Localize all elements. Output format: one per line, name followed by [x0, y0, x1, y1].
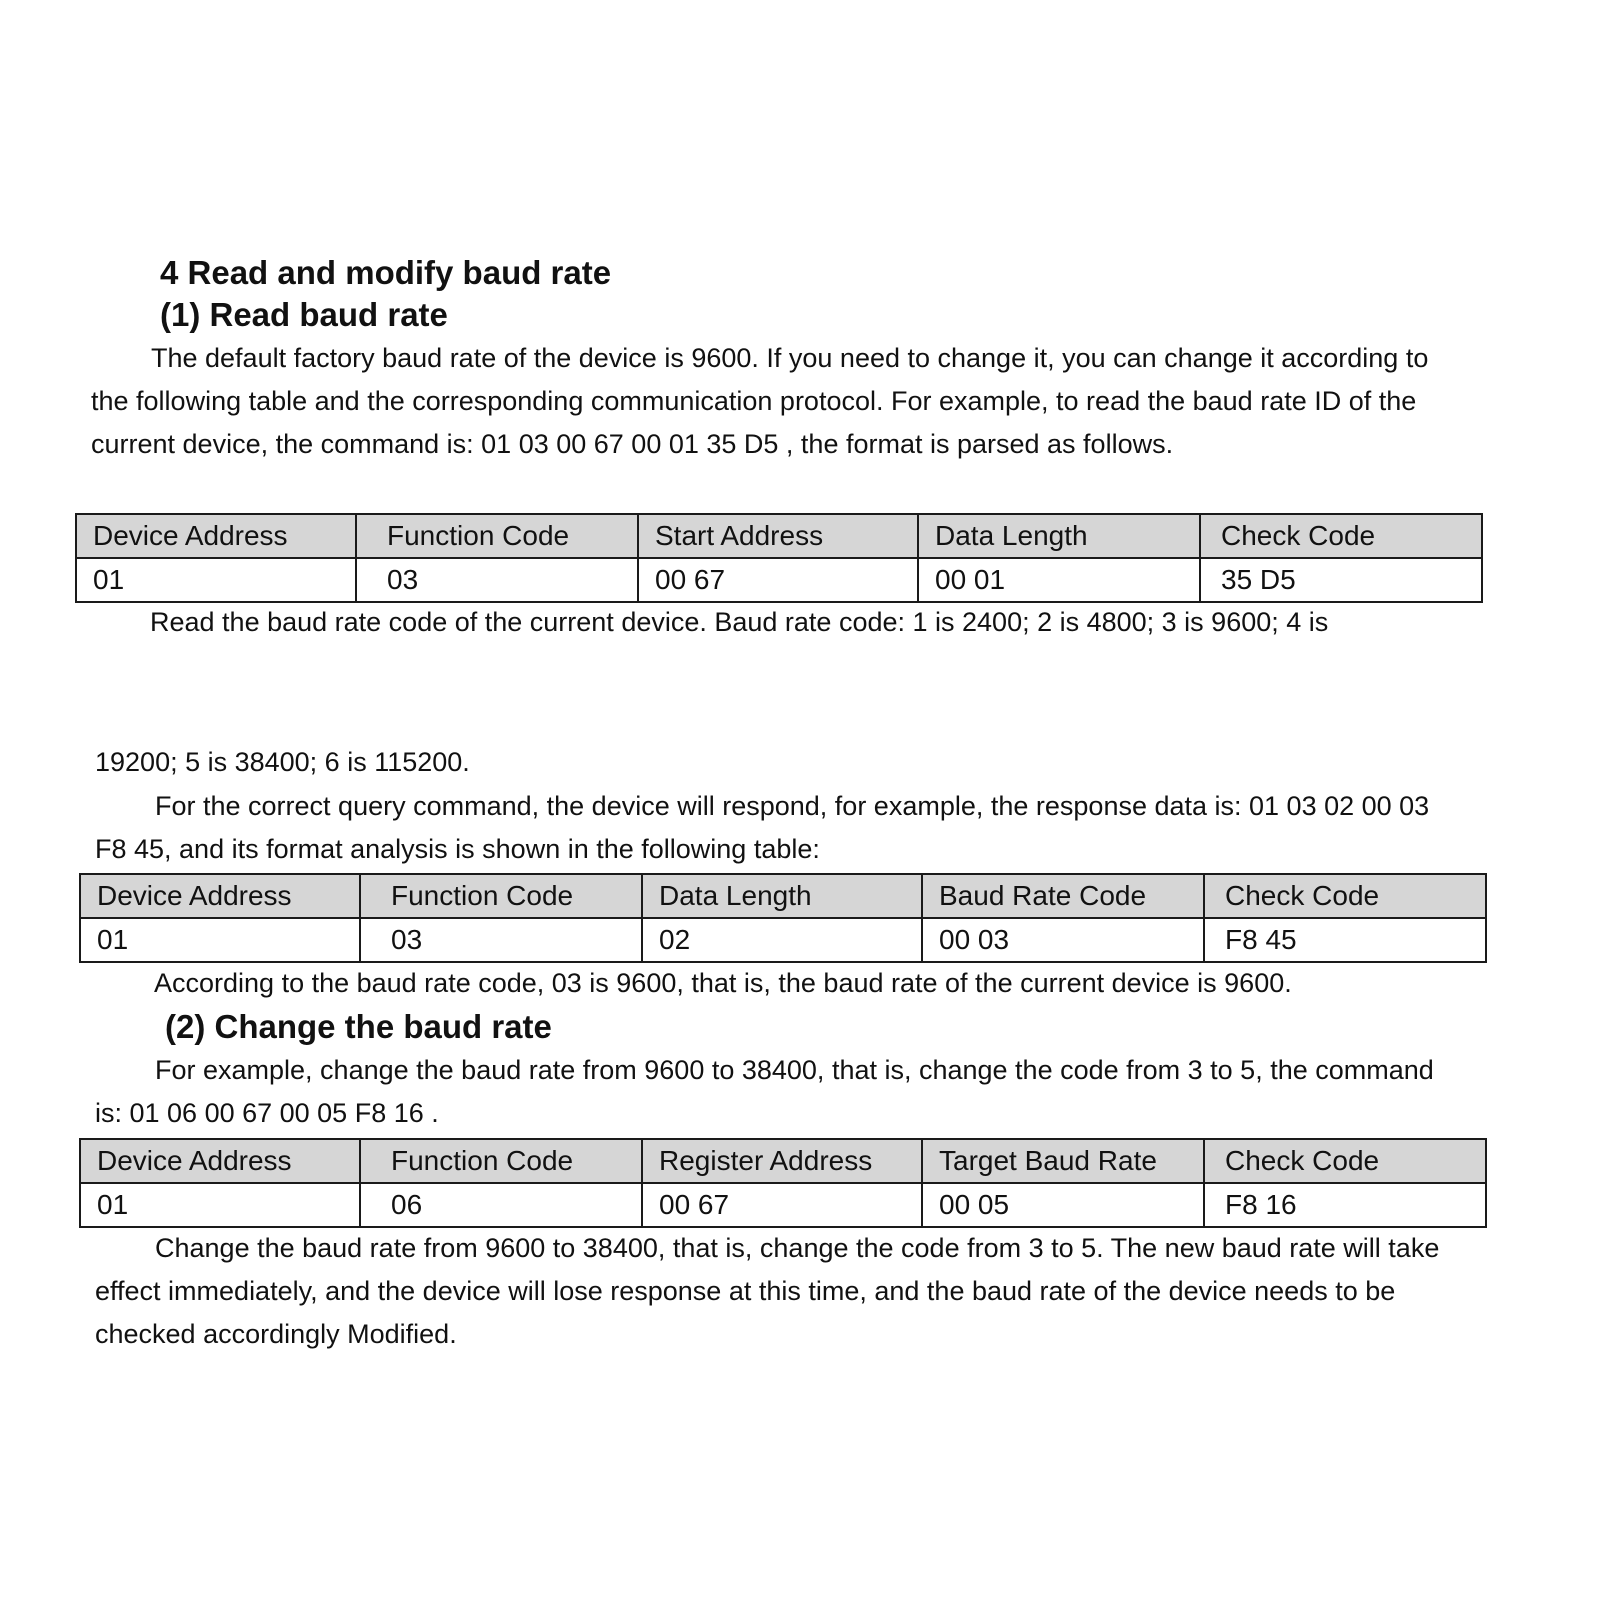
table-cell: 01 [80, 918, 360, 962]
header-cell: Device Address [76, 514, 356, 558]
table-cell: F8 16 [1204, 1183, 1486, 1227]
header-cell: Function Code [356, 514, 638, 558]
table-cell: 00 03 [922, 918, 1204, 962]
header-cell: Function Code [360, 1139, 642, 1183]
table-header-row [76, 514, 1482, 558]
table-cell: 03 [360, 918, 642, 962]
table-header-row [80, 1139, 1486, 1183]
table-cell: 00 01 [918, 558, 1200, 602]
header-cell: Check Code [1204, 1139, 1486, 1183]
header-cell: Function Code [360, 874, 642, 918]
header-cell: Data Length [642, 874, 922, 918]
table-cell: 01 [80, 1183, 360, 1227]
final-paragraph: Change the baud rate from 9600 to 38400, that is, change the code from 3 to 5. The new baud rate will take effect immediately, and the device will lose response at this time, and the baud rate of the device needs to be checked accordingly Modified. [95, 1233, 1440, 1349]
header-cell: Device Address [80, 1139, 360, 1183]
table-row [80, 1183, 1486, 1227]
table-row [76, 558, 1482, 602]
header-cell: Register Address [642, 1139, 922, 1183]
header-cell: Device Address [80, 874, 360, 918]
table-cell: 01 [76, 558, 356, 602]
baud-code-line-1: Read the baud rate code of the current device. Baud rate code: 1 is 2400; 2 is 4800; 3 is 9600; 4 is [150, 607, 1329, 637]
table-cell: 02 [642, 918, 922, 962]
read-request-table [75, 513, 1483, 603]
change-paragraph: For example, change the baud rate from 9600 to 38400, that is, change the code from 3 to 5, the command is: 01 06 00 67 00 05 F8 16 . [95, 1055, 1434, 1128]
table-header-row [80, 874, 1486, 918]
header-cell: Data Length [918, 514, 1200, 558]
change-baud-rate-heading: (2) Change the baud rate [165, 1008, 552, 1045]
table-cell: 00 67 [638, 558, 918, 602]
header-cell: Target Baud Rate [922, 1139, 1204, 1183]
table-cell: 03 [356, 558, 638, 602]
table-cell: 35 D5 [1200, 558, 1482, 602]
section-heading: 4 Read and modify baud rate [160, 254, 612, 291]
baud-code-line-2: 19200; 5 is 38400; 6 is 115200. [95, 747, 470, 777]
table-row [80, 918, 1486, 962]
table-cell: 06 [360, 1183, 642, 1227]
header-cell: Start Address [638, 514, 918, 558]
change-baud-table [79, 1138, 1487, 1228]
response-note: According to the baud rate code, 03 is 9600, that is, the baud rate of the current device is 9600. [154, 968, 1292, 998]
table-cell: 00 05 [922, 1183, 1204, 1227]
read-response-table [79, 873, 1487, 963]
intro-paragraph: The default factory baud rate of the device is 9600. If you need to change it, you can change it according to the following table and the corresponding communication protocol. For example, to read the baud rate ID of the current device, the command is: 01 03 00 67 00 01 35 D5 , the format is parsed as follows. [91, 343, 1429, 459]
response-paragraph: For the correct query command, the device will respond, for example, the response data is: 01 03 02 00 03 F8 45, and its format analysis is shown in the following table: [95, 791, 1430, 864]
header-cell: Baud Rate Code [922, 874, 1204, 918]
header-cell: Check Code [1204, 874, 1486, 918]
table-cell: 00 67 [642, 1183, 922, 1227]
header-cell: Check Code [1200, 514, 1482, 558]
read-baud-rate-heading: (1) Read baud rate [160, 296, 448, 333]
table-cell: F8 45 [1204, 918, 1486, 962]
